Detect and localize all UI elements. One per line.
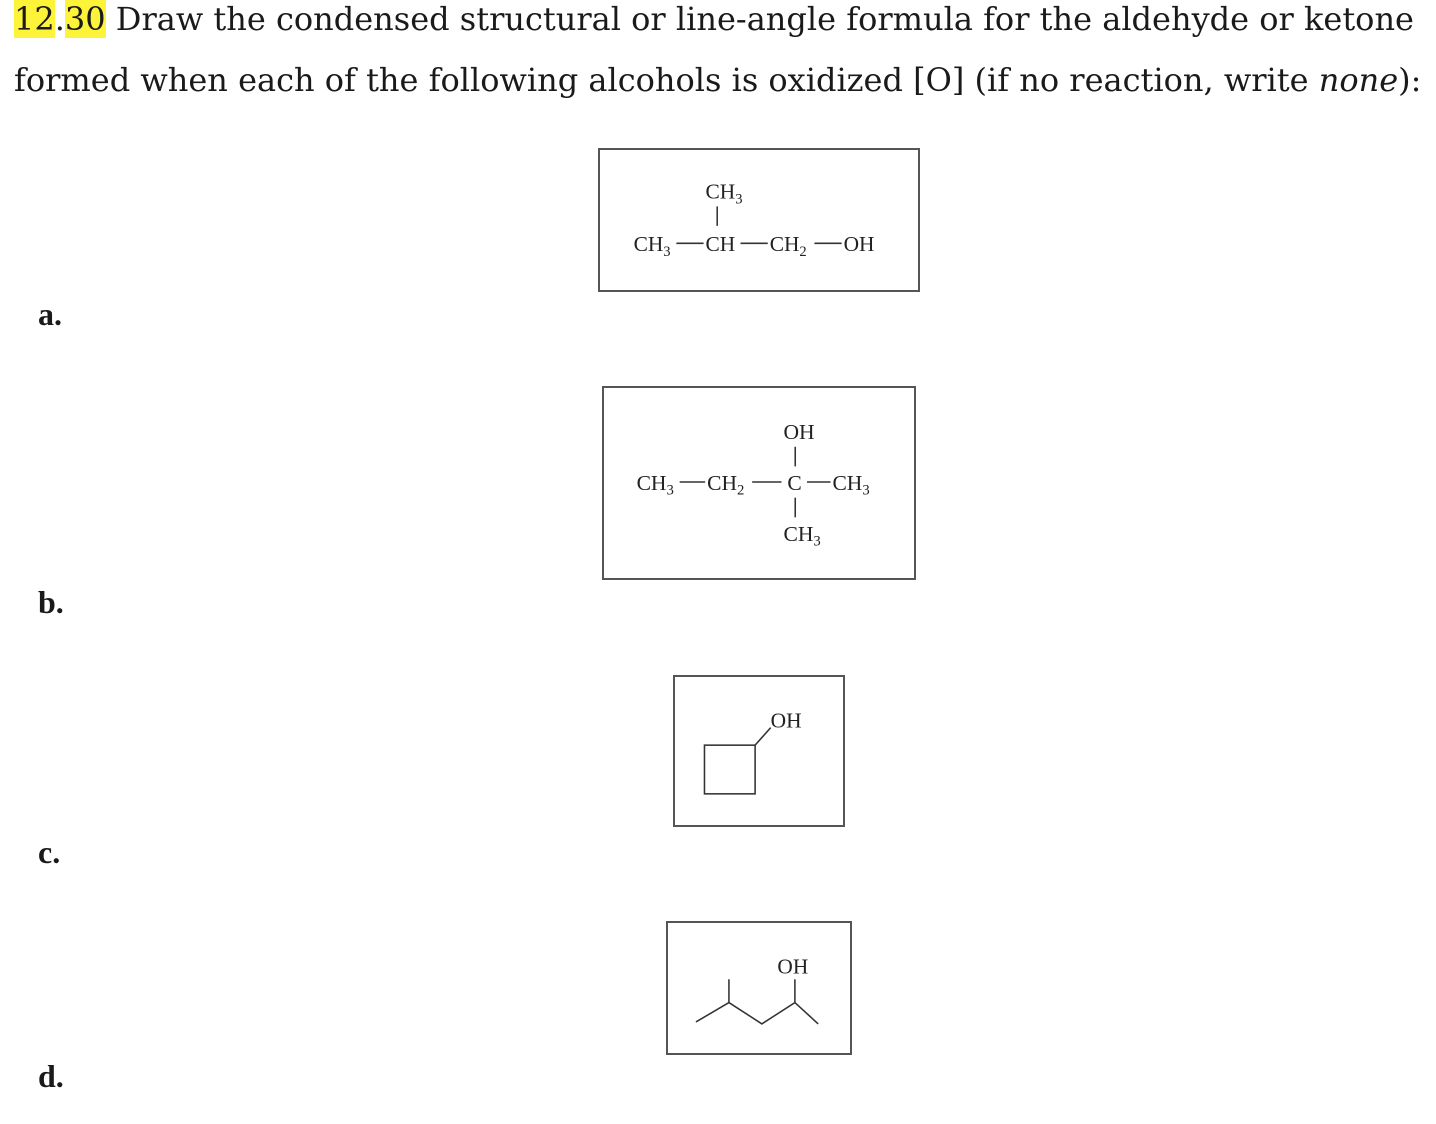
structure-d-oh: OH [777,954,809,979]
structure-a-top-ch3: $CH_3$ [705,179,743,208]
structure-a [600,150,918,290]
question-number-part2: 30 [64,0,106,38]
structure-d-chain [696,1003,818,1024]
structure-b-bottom-ch3: $CH_3$ [783,521,821,550]
question-line-1 [14,0,1414,38]
structure-b-box [602,386,916,580]
structure-c [675,677,843,825]
structure-c-oh: OH [770,708,802,733]
question-line-2 [14,61,1421,99]
question-number-dot: . [54,0,65,38]
structure-b-oh: OH [783,419,815,444]
question-text-line2-end: ): [1398,61,1422,99]
structure-a-ch: CH [705,232,736,257]
question-text-line1: Draw the condensed structural or line-angle formula for the aldehyde or ketone [105,0,1414,38]
structure-c-bond-oh [755,728,771,746]
structure-c-box [673,675,845,827]
structure-a-left-ch3: $CH_3$ [633,232,671,260]
question-text-line2-start: formed when each of the following alcohols is oxidized [O] (if no reaction, write [14,61,1319,99]
structure-b-left-ch3: $CH_3$ [636,470,674,499]
question-number-part1: 12 [14,0,55,38]
structure-b [604,388,914,578]
structure-b-c: C [787,470,802,495]
item-label-b: b. [38,584,64,620]
structure-d-box [666,921,852,1055]
item-label-a: a. [38,296,62,332]
cyclobutane-ring [704,745,755,794]
structure-d [668,923,850,1053]
structure-a-box [598,148,920,292]
item-label-c: c. [38,834,61,870]
structure-b-right-ch3: $CH_3$ [832,470,870,499]
structure-a-oh: OH [843,232,875,257]
structure-b-ch2: $CH_2$ [707,470,745,499]
item-label-d: d. [38,1058,64,1094]
structure-a-ch2: $CH_2$ [769,232,807,260]
question-text-italic: none [1318,61,1399,99]
